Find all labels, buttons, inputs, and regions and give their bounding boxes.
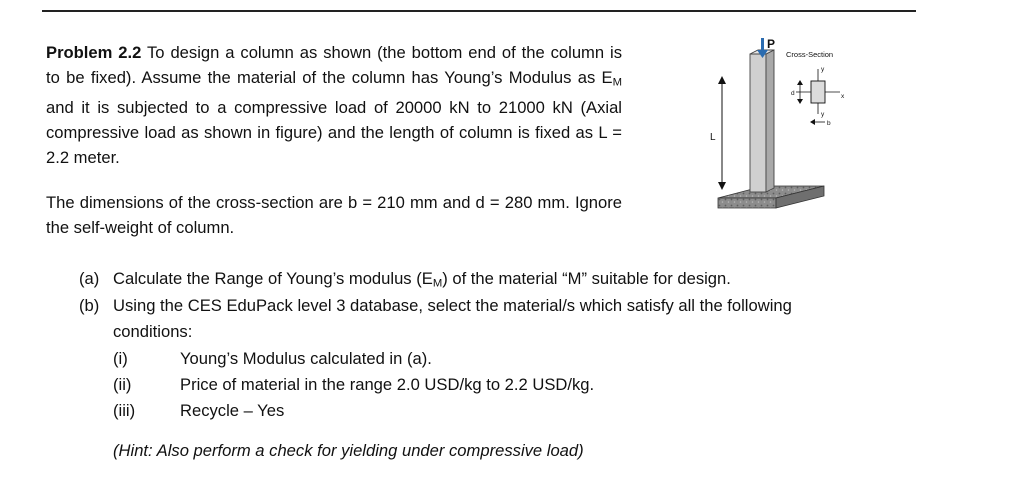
axis-y-top: y — [821, 66, 825, 73]
task-a-text — [113, 266, 913, 296]
dim-d-label: d — [791, 90, 795, 97]
condition-2-text: Price of material in the range 2.0 USD/kg to 2.2 USD/kg. — [180, 375, 595, 394]
condition-3-label: (iii) — [113, 401, 136, 420]
length-label: L — [710, 132, 716, 143]
dim-b-label: b — [827, 120, 831, 127]
task-a-text-1: Calculate the Range of Young’s modulus (E — [113, 269, 433, 288]
condition-1-label: (i) — [113, 349, 128, 368]
problem-heading: Problem 2.2 — [46, 43, 142, 62]
axis-x: x — [841, 93, 845, 100]
hint-text: (Hint: Also perform a check for yielding under compressive load) — [113, 441, 584, 460]
task-b-label: (b) — [79, 296, 100, 315]
condition-1-text: Young’s Modulus calculated in (a). — [180, 349, 432, 368]
cross-section-diagram — [796, 69, 840, 125]
column-body — [750, 50, 774, 192]
task-b-line1: Using the CES EduPack level 3 database, select the material/s which satisfy all the following — [113, 296, 792, 315]
task-a-text-2: ) of the material “M” suitable for design. — [442, 269, 731, 288]
condition-2-label: (ii) — [113, 375, 132, 394]
length-dimension — [718, 76, 726, 190]
intro-text-2: and it is subjected to a compressive load of 20000 kN to 21000 kN (Axial compressive load as shown in figure) and the length of column is fixed as L = 2.2 meter. — [46, 98, 622, 168]
intro-subscript: M — [612, 76, 622, 89]
condition-3-text: Recycle – Yes — [180, 401, 285, 420]
dimensions-paragraph: The dimensions of the cross-section are b = 210 mm and d = 280 mm. Ignore the self-weight of column. — [46, 193, 622, 237]
axis-y-bottom: y — [821, 111, 825, 118]
column-figure — [700, 36, 880, 226]
intro-text-1: To design a column as shown (the bottom end of the column is to be fixed). Assume the material of the column has Young’s Modulus as E — [46, 43, 622, 87]
problem-intro — [46, 40, 622, 170]
cross-section-label: Cross-Section — [786, 50, 834, 59]
load-label: P — [767, 37, 776, 51]
top-rule — [42, 10, 916, 12]
task-a-label: (a) — [79, 269, 100, 288]
task-a-subscript: M — [432, 277, 443, 290]
task-b-line2: conditions: — [113, 322, 193, 341]
